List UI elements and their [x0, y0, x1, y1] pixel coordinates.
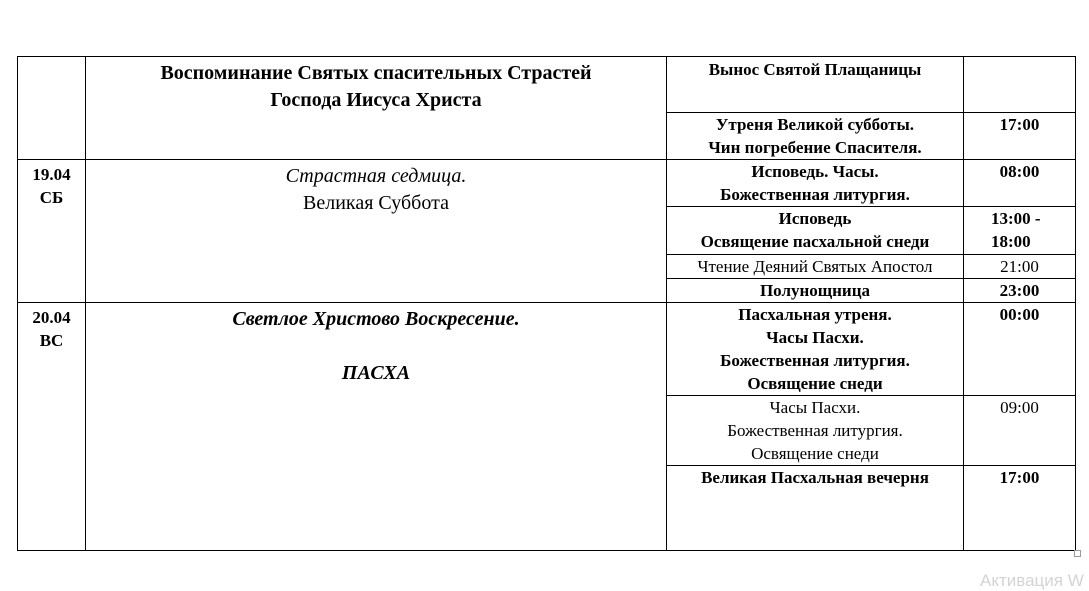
service-line: Вынос Святой Плащаницы	[708, 60, 922, 79]
table-row	[18, 303, 1076, 396]
service-cell	[667, 113, 964, 160]
service-cell	[667, 396, 964, 466]
service-line: Чтение Деяний Святых Апостол	[697, 257, 933, 276]
service-cell	[667, 466, 964, 551]
service-line: Божественная литургия.	[727, 421, 903, 440]
service-cell	[667, 303, 964, 396]
service-time-line: 18:00	[991, 232, 1031, 251]
time-cell	[964, 396, 1076, 466]
schedule-table	[17, 56, 1076, 551]
service-cell	[667, 207, 964, 255]
time-cell	[964, 279, 1076, 303]
time-cell	[964, 466, 1076, 551]
day-weekday: ВС	[39, 331, 64, 350]
service-line: Часы Пасхи.	[769, 398, 861, 417]
service-line: Великая Пасхальная вечерня	[701, 468, 929, 487]
time-cell	[964, 57, 1076, 113]
service-cell	[667, 57, 964, 113]
service-line: Освящение снеди	[751, 444, 879, 463]
event-cell	[86, 303, 667, 551]
table-row	[18, 160, 1076, 207]
service-line: Освящение снеди	[747, 374, 883, 393]
day-cell	[18, 57, 86, 160]
event-title-line: Великая Суббота	[303, 192, 449, 214]
day-date: 20.04	[32, 308, 71, 327]
service-time: 00:00	[999, 305, 1040, 324]
day-cell	[18, 160, 86, 303]
event-title-line: Светлое Христово Воскресение.	[232, 308, 520, 330]
time-cell	[964, 303, 1076, 396]
service-time: 21:00	[1000, 257, 1039, 276]
day-cell	[18, 303, 86, 551]
event-cell	[86, 160, 667, 303]
service-cell	[667, 279, 964, 303]
service-line: Чин погребение Спасителя.	[708, 138, 922, 157]
table-row	[18, 57, 1076, 113]
event-cell	[86, 57, 667, 160]
service-cell	[667, 160, 964, 207]
service-time: 08:00	[999, 162, 1040, 181]
service-line: Освящение пасхальной снеди	[700, 232, 930, 251]
table-resize-handle[interactable]	[1074, 550, 1081, 557]
activation-watermark: Активация W	[980, 571, 1084, 590]
service-line: Полунощница	[759, 281, 871, 300]
service-time: 17:00	[999, 468, 1040, 487]
service-line: Исповедь. Часы.	[751, 162, 879, 181]
day-date: 19.04	[32, 165, 71, 184]
service-line: Божественная литургия.	[720, 351, 910, 370]
service-line: Часы Пасхи.	[766, 328, 864, 347]
service-line: Божественная литургия.	[720, 185, 910, 204]
service-cell	[667, 255, 964, 279]
service-line: Утреня Великой субботы.	[715, 115, 915, 134]
event-title-line: Господа Иисуса Христа	[270, 89, 482, 111]
service-time-line: 13:00 -	[991, 209, 1041, 228]
event-title-line: ПАСХА	[341, 362, 411, 384]
service-time: 09:00	[1000, 398, 1039, 417]
service-time: 17:00	[999, 115, 1040, 134]
service-time: 23:00	[999, 281, 1040, 300]
day-weekday: СБ	[39, 188, 64, 207]
time-cell	[964, 113, 1076, 160]
time-cell	[964, 160, 1076, 207]
blank-line	[90, 333, 662, 360]
service-line: Исповедь	[778, 209, 852, 228]
service-line: Пасхальная утреня.	[738, 305, 892, 324]
time-cell	[964, 255, 1076, 279]
event-title-line: Воспоминание Святых спасительных Страстей	[160, 62, 592, 84]
event-title-line: Страстная седмица.	[285, 165, 467, 187]
time-cell	[964, 207, 1076, 255]
